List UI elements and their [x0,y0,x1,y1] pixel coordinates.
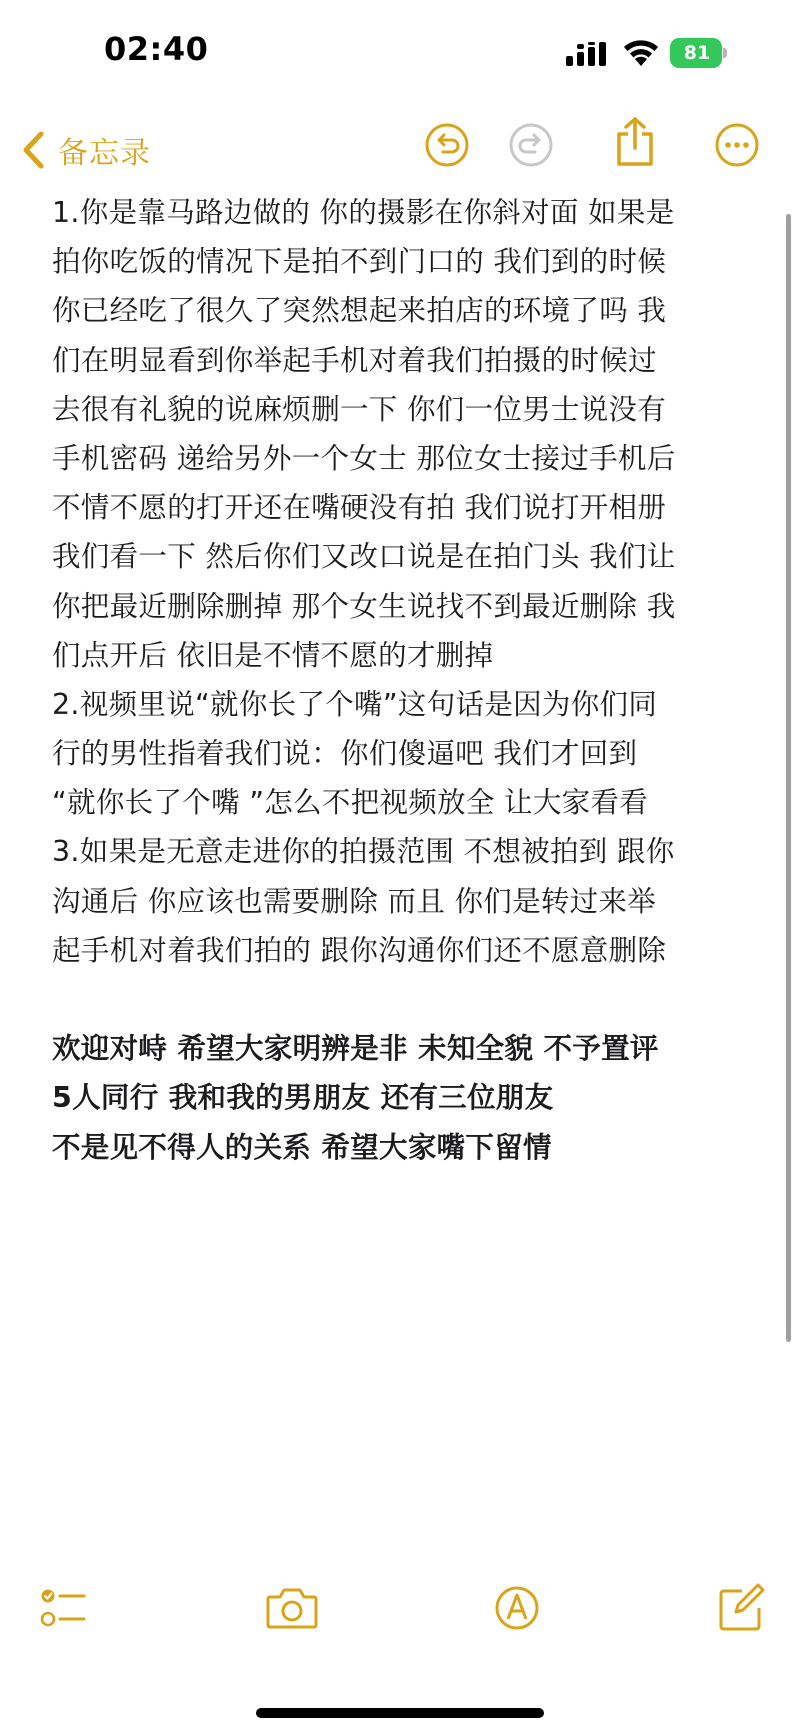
note-body[interactable] [52,188,752,1172]
more-icon[interactable] [714,122,760,168]
note-line: 起手机对着我们拍的 跟你沟通你们还不愿意删除 [52,933,667,967]
note-line: 行的男性指着我们说：你们傻逼吧 我们才回到 [52,737,638,771]
status-bar [0,0,800,110]
note-line: 我们看一下 然后你们又改口说是在拍门头 我们让 [52,540,676,574]
note-line: 们在明显看到你举起手机对着我们拍摄的时候过 [52,343,657,377]
note-line: 2.视频里说“就你长了个嘴”这句话是因为你们同 [52,687,658,721]
note-line: 你把最近删除删掉 那个女生说找不到最近删除 我 [52,589,676,623]
scrollbar[interactable] [786,214,791,1342]
note-bold-line: 不是见不得人的关系 希望大家嘴下留情 [52,1130,552,1164]
redo-icon[interactable] [508,122,554,168]
battery-indicator [670,38,728,68]
battery-level: 81 [683,42,711,64]
status-time: 02:40 [104,30,209,68]
note-blank-line [52,975,752,1024]
note-line: 3.如果是无意走进你的拍摄范围 不想被拍到 跟你 [52,835,675,869]
note-line: 你已经吃了很久了突然想起来拍店的环境了吗 我 [52,294,667,328]
note-line: 拍你吃饭的情况下是拍不到门口的 我们到的时候 [52,245,667,279]
note-line: 沟通后 你应该也需要删除 而且 你们是转过来举 [52,884,657,918]
note-line: 1.你是靠马路边做的 你的摄影在你斜对面 如果是 [52,196,675,229]
note-line: 们点开后 依旧是不情不愿的才删掉 [52,638,494,672]
undo-icon[interactable] [424,122,470,168]
back-button[interactable] [20,120,151,180]
wifi-icon [622,38,660,68]
markup-icon[interactable] [494,1585,540,1631]
battery-tip [723,48,727,58]
note-line: “就你长了个嘴 ”怎么不把视频放全 让大家看看 [52,786,649,820]
checklist-icon[interactable] [40,1585,88,1633]
compose-icon[interactable] [718,1581,766,1633]
bottom-toolbar [0,1585,800,1665]
camera-icon[interactable] [266,1585,318,1631]
note-bold-line: 5人同行 我和我的男朋友 还有三位朋友 [52,1081,554,1115]
note-line: 去很有礼貌的说麻烦删一下 你们一位男士说没有 [52,392,667,426]
note-line: 手机密码 递给另外一个女士 那位女士接过手机后 [52,441,676,475]
cellular-signal-icon [566,42,608,66]
home-indicator[interactable] [256,1708,544,1718]
note-bold-line: 欢迎对峙 希望大家明辨是非 未知全貌 不予置评 [52,1032,659,1066]
back-label: 备忘录 [58,136,151,171]
note-line: 不情不愿的打开还在嘴硬没有拍 我们说打开相册 [52,491,667,525]
share-icon[interactable] [614,116,656,168]
chevron-left-icon [20,130,46,170]
